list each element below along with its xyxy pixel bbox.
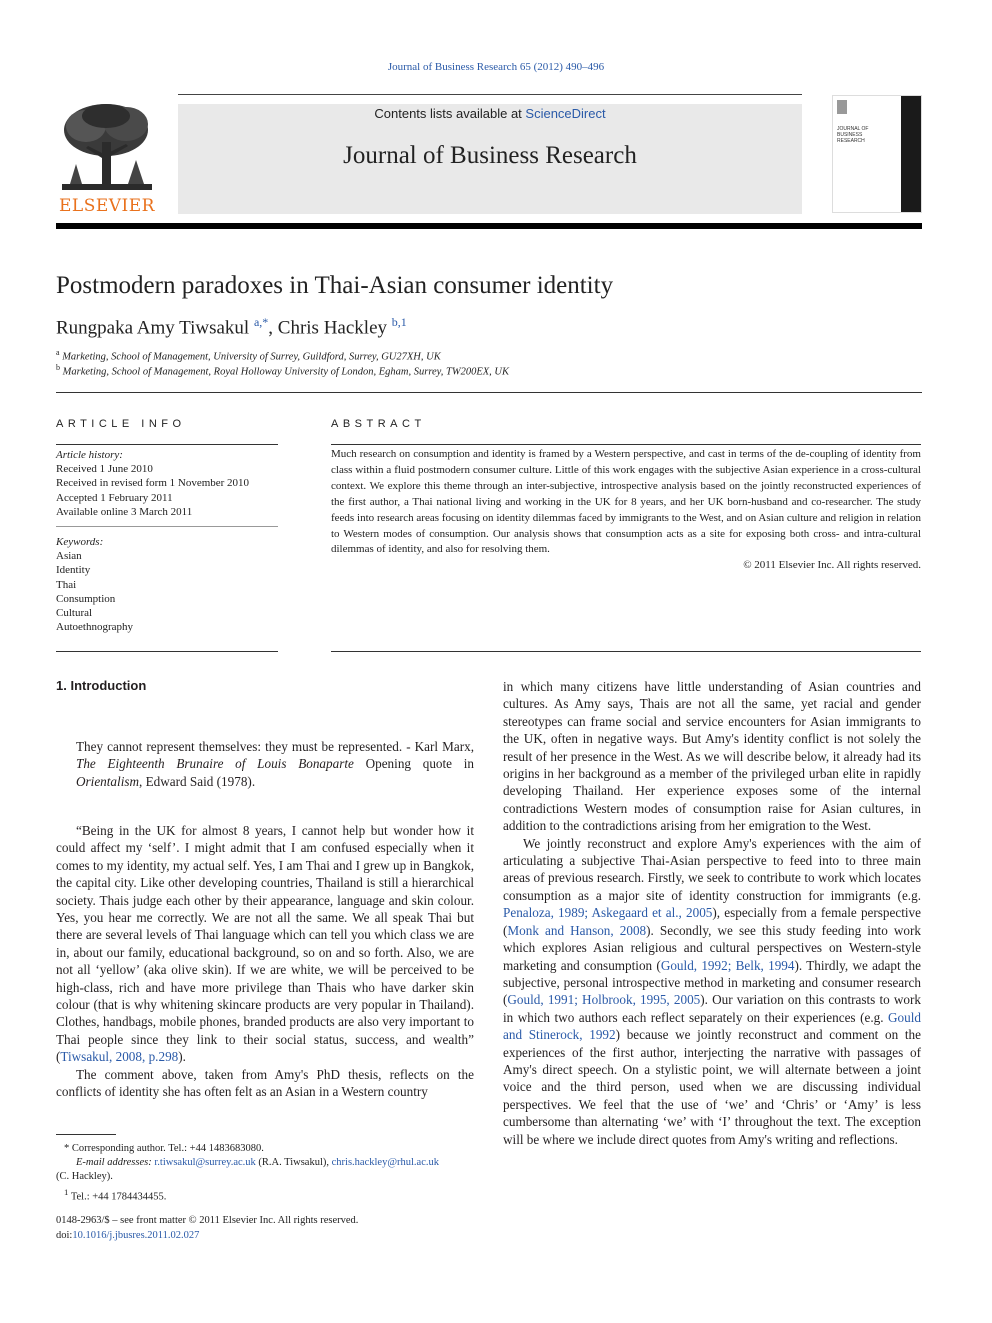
quote-end: ). (178, 1049, 186, 1065)
affiliation-a (56, 348, 441, 363)
footnote-1 (56, 1185, 474, 1205)
p2-text-c: ). Secondly, we see this study feeding into work which explores Asian religious and cultural perspectives on Western-style marketing and consumption ( (503, 922, 921, 973)
author-2: Chris Hackley (277, 317, 388, 339)
introduction-heading: 1. Introduction (56, 678, 147, 693)
affiliation-a-text: Marketing, School of Management, University of Surrey, Guildford, Surrey, GU27XH, UK (62, 351, 441, 363)
citation-link[interactable]: Tiwsakul, 2008, p.298 (60, 1049, 179, 1065)
article-title: Postmodern paradoxes in Thai-Asian consumer identity (56, 272, 614, 299)
title-bottom-rule (56, 392, 922, 393)
epigraph-quote: They cannot represent themselves: they must be represented. - Karl Marx, (76, 739, 474, 754)
p2-text-a: We jointly reconstruct and explore Amy's experiences with the aim of articulating a subjective Thai-Asian perspective to feed into to three main areas of previous research. Firstly, we seek to contribute to work which locates consumption as a major site of identity construction for immigrants (e.g. (503, 835, 921, 903)
citation-link[interactable]: Penaloza, 1989; Askegaard et al., 2005 (503, 905, 713, 921)
keywords-label: Keywords: (56, 536, 104, 548)
citation-link[interactable]: Gould and Stinerock, 1992 (503, 1009, 921, 1043)
opening-quote: “Being in the UK for almost 8 years, I cannot help but wonder how it could affect my ‘self’. I might admit that I am confused especially when it comes to my identity, my actual self. Yes, I am Thai and I grew up in Bangkok, the capital city. Like other developing countries, Thailand is still a hierarchical society. Thais judge each other by their appearance, language and skin colour. Yes, you hear me correctly. We are not all the same. We all speak Thai but there are several levels of Thai language which can tell you which class we are in, about our family, educational background, so on and so forth. Also, we are not all ‘yellow’ (aka olive skin). If we are white, we will be perceived to be high-class, rich and have more privilege than Thais who have darker skin colour (that is why whitening skincare products are very popular in Thailand). Clothes, handbags, mobile phones, branded products are also very important to Thai people since they link to their social status, success, and wealth” ( (56, 823, 474, 1065)
affiliation-b-label: b (56, 363, 60, 372)
history-accepted: Accepted 1 February 2011 (56, 491, 173, 504)
left-column-text (56, 822, 474, 1101)
sciencedirect-link[interactable]: ScienceDirect (525, 106, 606, 121)
cover-strip (901, 96, 921, 212)
email-name-2: (C. Hackley). (56, 1171, 113, 1183)
citation-link[interactable]: Gould, 1992; Belk, 1994 (660, 957, 795, 973)
epigraph-source-title: The Eighteenth Brunaire of Louis Bonaparte (76, 756, 354, 772)
article-history (56, 448, 249, 519)
abstract-copyright: © 2011 Elsevier Inc. All rights reserved. (743, 559, 921, 572)
citation-link[interactable]: Monk and Hanson, 2008 (507, 922, 647, 938)
author-1: Rungpaka Amy Tiwsakul (56, 317, 250, 339)
email-link-1[interactable]: r.tiwsakul@surrey.ac.uk (154, 1157, 256, 1169)
cover-title: JOURNAL OF BUSINESS RESEARCH (837, 126, 869, 144)
epigraph-middle: Opening quote in (353, 756, 474, 772)
publication-info (56, 1214, 358, 1243)
email-link-2[interactable]: chris.hackley@rhul.ac.uk (331, 1157, 439, 1169)
journal-title[interactable]: Journal of Business Research (343, 142, 637, 169)
journal-reference[interactable]: Journal of Business Research 65 (2012) 490–496 (387, 61, 605, 73)
p2-text-b: ), especially from a female perspective ( (503, 905, 921, 938)
citation-link[interactable]: Gould, 1991; Holbrook, 1995, 2005 (507, 992, 701, 1008)
footnotes (56, 1142, 474, 1204)
footnote-1-text: Tel.: +44 1784434455. (70, 1191, 167, 1203)
epigraph (76, 738, 474, 790)
email-label: E-mail addresses: (76, 1157, 152, 1169)
article-info-rule (56, 444, 278, 445)
history-received: Received 1 June 2010 (56, 463, 153, 476)
abstract-body: Much research on consumption and identity is framed by a Western perspective, and cast in terms of the de-coupling of identity from class within a fluid postmodern consumer culture. Little of this work engages with the subjective Asian experience in a cross-cultural context. We explore this theme through an inter-subjective, introspective analysis based on the jointly reconstructed experiences of the first author, a Thai national living and working in the UK for 8 years, and her UK born-husband and co-researcher. The study feeds into research areas focusing on identity dilemmas faced by immigrants to the West, and on Asian culture and religion in relation to Western modes of consumption. Our analysis shows that consumption acts as a site for exposing both cross- and intra-cultural dilemmas of identity, and also for resolving them. (331, 448, 921, 556)
keywords (56, 535, 133, 634)
history-label: Article history: (56, 449, 123, 461)
journal-cover-thumbnail[interactable] (832, 95, 922, 213)
author-line (56, 315, 407, 339)
email-note (56, 1156, 474, 1170)
footnote-rule (56, 1134, 116, 1135)
masthead-top-rule (178, 94, 802, 95)
corresponding-author-note: * Corresponding author. Tel.: +44 1483683080. (64, 1143, 264, 1154)
keyword: Thai (56, 578, 77, 591)
history-revised: Received in revised form 1 November 2010 (56, 477, 250, 490)
keyword: Cultural (56, 607, 93, 620)
header-rule (56, 223, 922, 229)
comment-paragraph: The comment above, taken from Amy's PhD thesis, reflects on the conflicts of identity she has often felt as an Asian in a Western country (56, 1066, 474, 1100)
cover-logo (837, 100, 847, 114)
contents-line (178, 106, 802, 121)
epigraph-end: , Edward Said (1978). (139, 773, 256, 789)
p2-text-e: ). Our variation on this contrasts to work in which two authors each reflect separately on their experiences (e.g. (503, 992, 921, 1025)
doi-link[interactable]: 10.1016/j.jbusres.2011.02.027 (72, 1229, 200, 1241)
affiliation-b (56, 363, 509, 378)
abstract (331, 447, 921, 574)
contents-prefix: Contents lists available at (374, 106, 526, 121)
opening-quote-paragraph (56, 822, 474, 1066)
affiliation-b-text: Marketing, School of Management, Royal Holloway University of London, Egham, Surrey, TW200EX, UK (62, 366, 510, 378)
keyword: Asian (56, 550, 82, 563)
corresponding-author-ref[interactable]: * (262, 315, 269, 329)
author-2-affiliation-ref[interactable]: b,1 (391, 315, 407, 329)
author-separator: , (268, 317, 278, 339)
p2-text-f: ) because we jointly reconstruct and comment on the experiences of the first author, interjecting the narrative with passages of Amy's direct speech. On a stylistic point, we will alternate between a joint voice and the third person, used when we are discussing individual perspectives. We feel that the use of ‘we’ and ‘Chris’ or ‘Amy’ is less cumbersome than alternating ‘we’ with ‘I’ throughout the text. The exception will be where we include direct quotes from Amy's writing and reflections. (503, 1027, 921, 1147)
keyword: Identity (56, 564, 91, 577)
email-name-1: (R.A. Tiwsakul), (255, 1157, 332, 1169)
keyword: Consumption (56, 592, 116, 605)
abstract-rule (331, 444, 921, 445)
article-info-bottom-rule (56, 651, 278, 652)
doi-label: doi: (56, 1229, 73, 1241)
abstract-heading: ABSTRACT (331, 418, 426, 430)
right-column-text (503, 678, 921, 1148)
keyword: Autoethnography (56, 621, 133, 634)
issn-line: 0148-2963/$ – see front matter © 2011 Elsevier Inc. All rights reserved. (56, 1215, 359, 1226)
article-info-heading: ARTICLE INFO (56, 418, 186, 430)
right-paragraph-1: in which many citizens have little understanding of Asian countries and cultures. As Amy says, Thais are not all the same, yet racial and gender stereotypes can frame social and service encounters for Asian immigrants to the UK, often in negative ways. But Amy's identity conflict is not solely the result of her presence in the West. As we will describe below, it already had its origins in her background as a member of the privileged urban elite in rapidly developing Thailand. Her experience exposes some of the internal contradictions Western modes of consumption raise for Asian cultures, in addition to the contradictions arising from her emigration to the West. (503, 679, 921, 834)
doi-line (56, 1229, 358, 1244)
epigraph-book-title: Orientalism (76, 773, 140, 789)
keywords-rule (56, 526, 278, 527)
abstract-bottom-rule (331, 651, 921, 652)
right-paragraph-2 (503, 835, 921, 1148)
elsevier-wordmark: ELSEVIER (59, 196, 155, 216)
footnote-1-label: 1 (64, 1186, 69, 1197)
affiliation-a-label: a (56, 348, 60, 357)
p2-text-d: ). Thirdly, we adapt the subjective, personal introspective method in marketing and consumer research ( (503, 957, 922, 1008)
history-online: Available online 3 March 2011 (56, 505, 193, 518)
author-1-affiliation-ref[interactable]: a, (253, 315, 263, 329)
